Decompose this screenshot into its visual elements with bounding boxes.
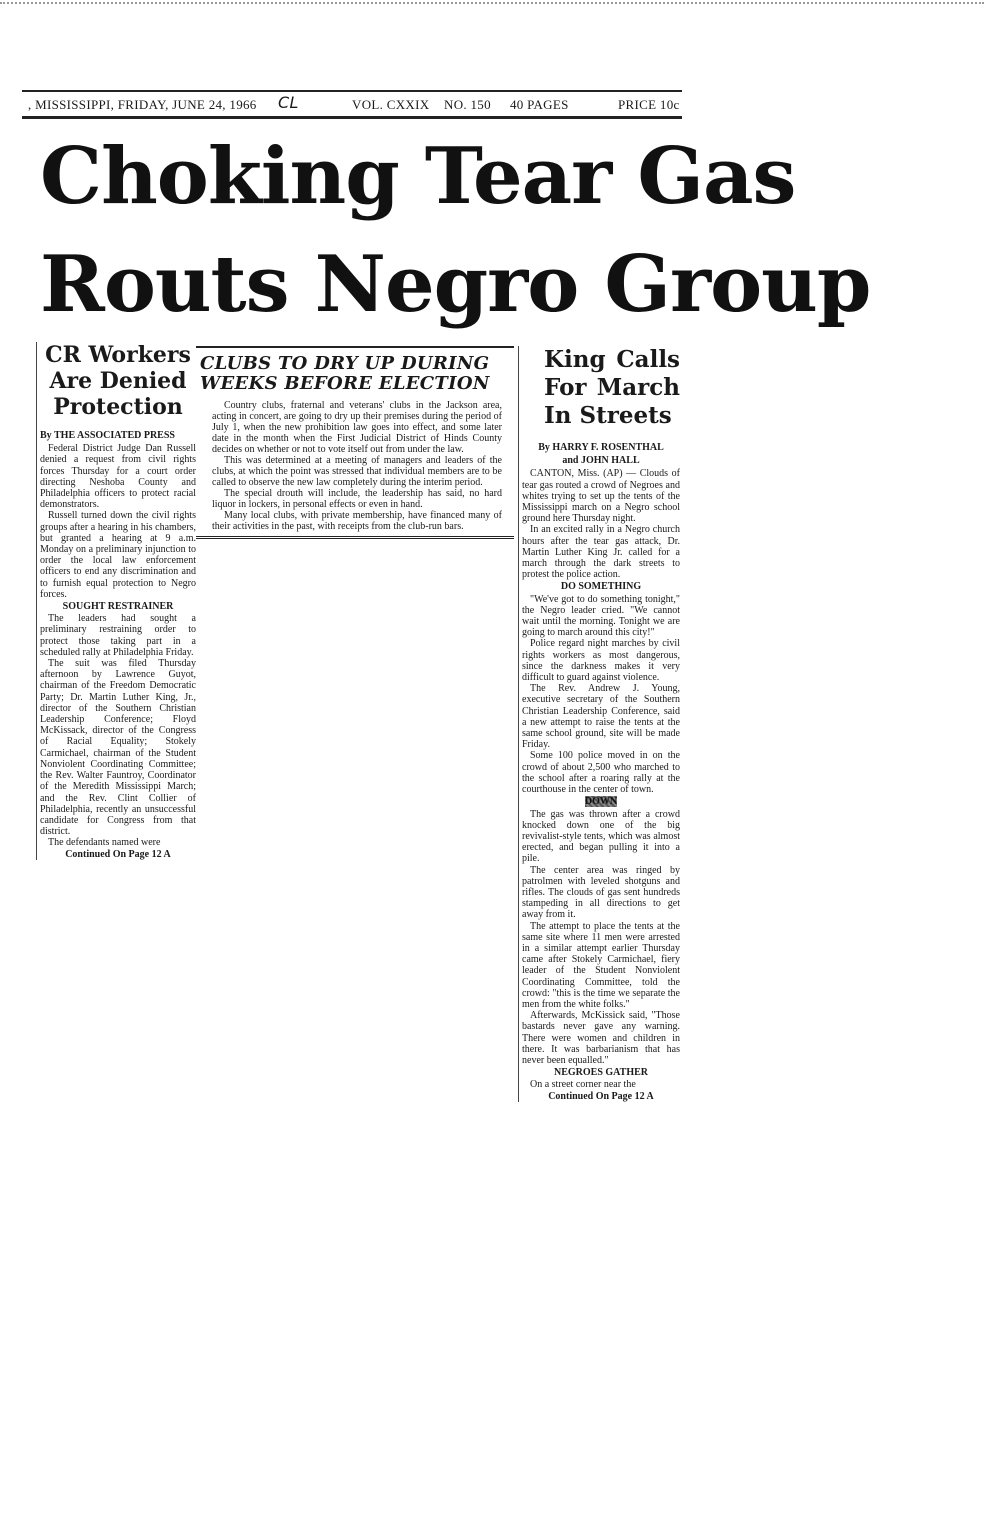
middle-story-paragraph: This was determined at a meeting of managers and leaders of the clubs, at which the point was stressed that individual members are to be called to observe the new law completely during the interim period. xyxy=(212,455,502,488)
left-story-paragraph: Federal District Judge Dan Russell denied a request from civil rights forces Thursday for a court order directing Neshoba County and Philadelphia officers to protect racial demonstrators. xyxy=(40,443,196,511)
middle-box-rule-top xyxy=(196,346,514,348)
dateline-number: NO. 150 xyxy=(444,97,491,112)
right-story-continued: Continued On Page 12 A xyxy=(548,1090,654,1102)
dateline-rule-bottom xyxy=(22,116,682,119)
main-headline-line1: Choking Tear Gas xyxy=(40,131,796,222)
right-story-paragraph: CANTON, Miss. (AP) — Clouds of tear gas routed a crowd of Negroes and whites trying to set up the tents of the Mississippi march on a Negro school ground here Thursday night. xyxy=(522,468,680,525)
left-story-paragraph: The defendants named were xyxy=(48,837,161,849)
left-story xyxy=(36,342,196,860)
right-story-byline: By HARRY F. ROSENTHAL xyxy=(538,442,664,453)
main-headline-line2: Routs Negro Group xyxy=(40,239,871,330)
left-story-paragraph: The suit was filed Thursday afternoon by Lawrence Guyot, chairman of the Freedom Democratic Party; Dr. Martin Luther King, Jr., director of the Southern Christian Leadership Conference; Floyd McKissack, director of the Congress of Racial Equality; Stokely Carmichael, chairman of the Student Nonviolent Coordinating Committee; the Rev. Walter Fauntroy, Coordinator of the Meredith Mississippi March; and the Rev. Clint Collier of Philadelphia, recently an unsuccessful candidate for Congress from that district. xyxy=(40,658,196,838)
dateline-price: PRICE 10c xyxy=(618,97,680,112)
right-story-paragraph: The gas was thrown after a crowd knocked down one of the big revivalist-style tents, which was almost erected, and began pulling it into a pile. xyxy=(522,808,680,865)
left-story-byline: By THE ASSOCIATED PRESS xyxy=(40,430,175,441)
left-story-paragraph: The leaders had sought a preliminary restraining order to protect those taking part in a scheduled rally at Philadelphia Friday. xyxy=(40,613,196,658)
right-story-paragraph: The Rev. Andrew J. Young, executive secretary of the Southern Christian Leadership Conference, said a new attempt to raise the tents at the same school ground, site will be made Friday. xyxy=(522,683,680,751)
right-story-paragraph: The attempt to place the tents at the same site where 11 men were arrested in a similar attempt earlier Thursday came after Stokely Carmichael, fiery leader of the Student Nonviolent Coordinating Committee, told the crowd: "this is the time we separate the men from the white folks." xyxy=(522,920,680,1010)
dateline-volume: VOL. CXXIX xyxy=(352,97,430,112)
middle-story-body xyxy=(196,400,514,532)
right-story-subhead: DO SOMETHING xyxy=(560,581,642,593)
left-story-subhead: SOUGHT RESTRAINER xyxy=(62,601,174,613)
smudge-mark: DOWN xyxy=(584,796,618,808)
dateline-date: , MISSISSIPPI, FRIDAY, JUNE 24, 1966 xyxy=(28,97,257,112)
left-story-continued: Continued On Page 12 A xyxy=(65,848,171,860)
right-story xyxy=(518,346,680,1102)
right-story-paragraph: Afterwards, McKissick said, "Those bastards never gave any warning. There were women and children in there. It was barbarianism that has never been equalled." xyxy=(522,1010,680,1066)
right-story-paragraph: The center area was ringed by patrolmen with leveled shotguns and rifles. The clouds of gas sent hundreds stampeding in all directions to get away from it. xyxy=(522,864,680,921)
dateline-pages: 40 PAGES xyxy=(510,97,569,112)
middle-story-paragraph: Many local clubs, with private membership, have financed many of their activities in the past, with receipts from the club-run bars. xyxy=(212,510,502,532)
right-story-paragraph: "We've got to do something tonight," the Negro leader cried. "We cannot wait until the morning. Tonight we are going to march around this city!" xyxy=(522,593,680,639)
right-story-paragraph: On a street corner near the xyxy=(530,1079,636,1091)
right-story-paragraph: In an excited rally in a Negro church hours after the tear gas attack, Dr. Martin Luther King Jr. called for a march through the dark streets to protest the police action. xyxy=(522,524,680,581)
page-top-border xyxy=(0,2,984,4)
middle-box-rule-bottom xyxy=(196,536,514,539)
middle-story-paragraph: The special drouth will include, the leadership has said, no hard liquor in lockers, in personal effects or even in hand. xyxy=(212,488,502,510)
left-story-paragraph: Russell turned down the civil rights groups after a hearing in his chambers, but granted a hearing at 9 a.m. Monday on a preliminary injunction to order the local law enforcement officers to end any discrimination and to furnish equal protection to Negro forces. xyxy=(40,510,196,600)
handwritten-mark: CL xyxy=(278,93,299,112)
right-story-paragraph: Some 100 police moved in on the crowd of about 2,500 who marched to the school after a roaring rally at the courthouse in the center of town. xyxy=(522,750,680,796)
right-story-smudged-subhead xyxy=(522,796,680,807)
middle-story-paragraph: Country clubs, fraternal and veterans' clubs in the Jackson area, acting in concert, are going to dry up their premises during the period of July 1, when the new prohibition law goes into effect, and some later date in the month when the First Judicial District of Hinds County decides on whether or not to vote itself out from under the law. xyxy=(212,400,502,455)
middle-story-box xyxy=(196,346,514,539)
right-story-headline: King Calls For March In Streets xyxy=(544,346,680,429)
right-story-subhead-2: NEGROES GATHER xyxy=(554,1067,648,1079)
left-story-headline: CR Workers Are Denied Protection xyxy=(45,342,191,420)
dateline-rule-top xyxy=(22,90,682,92)
middle-story-headline: CLUBS TO DRY UP DURING WEEKS BEFORE ELECTION xyxy=(200,353,490,394)
right-story-byline-2: and JOHN HALL xyxy=(562,455,640,467)
masthead-dateline xyxy=(22,90,682,118)
right-story-paragraph: Police regard night marches by civil rights workers as most dangerous, since the darkness makes it very difficult to guard against violence. xyxy=(522,638,680,684)
